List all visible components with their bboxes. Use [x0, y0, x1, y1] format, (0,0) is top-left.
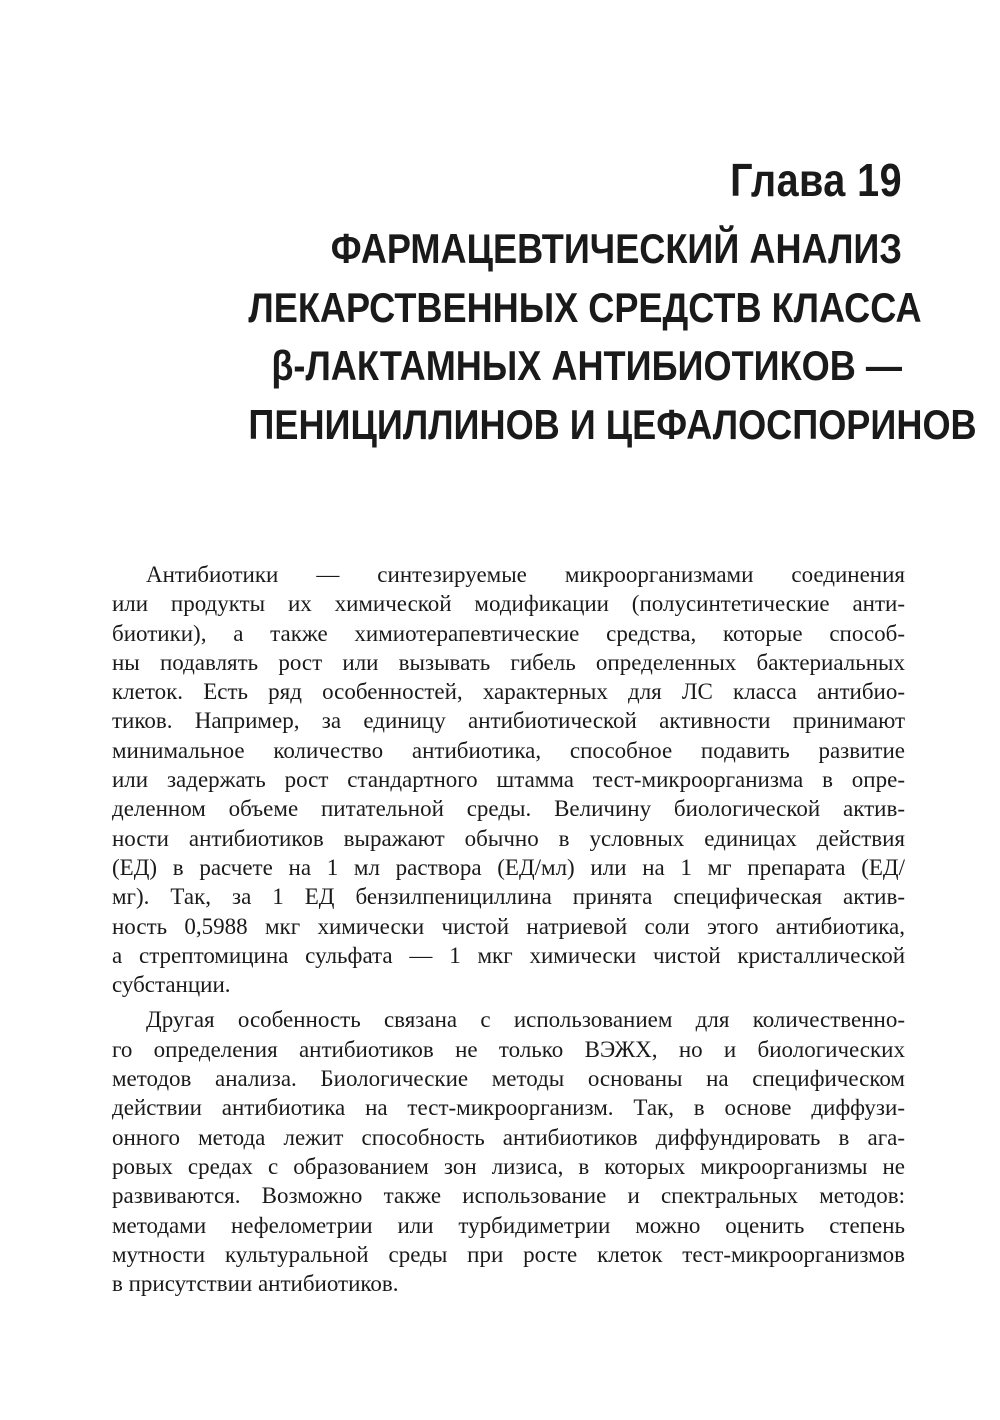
text-line: а стрептомицина сульфата — 1 мкг химически чистой кристаллической — [112, 942, 905, 968]
text-line: ность 0,5988 мкг химически чистой натриевой соли этого антибиотика, — [112, 913, 905, 939]
text-line: в присутствии антибиотиков. — [112, 1271, 399, 1297]
text-line: биотики), а также химиотерапевтические средства, которые способ- — [112, 620, 905, 646]
text-line: ности антибиотиков выражают обычно в условных единицах действия — [112, 825, 905, 851]
text-line: мг). Так, за 1 ЕД бензилпенициллина принята специфическая актив- — [112, 884, 905, 910]
text-line: развиваются. Возможно также использование и спектральных методов: — [112, 1183, 905, 1209]
text-line: субстанции. — [112, 972, 231, 998]
body-text — [112, 560, 905, 1304]
text-line: мутности культуральной среды при росте клеток тест-микроорганизмов — [112, 1241, 905, 1267]
chapter-header — [142, 152, 977, 454]
text-line: тиков. Например, за единицу антибиотической активности принимают — [112, 708, 905, 734]
chapter-title-line: ЛЕКАРСТВЕННЫХ СРЕДСТВ КЛАССА — [248, 283, 922, 331]
chapter-number: Глава 19 — [730, 154, 902, 206]
text-line: ровых средах с образованием зон лизиса, в которых микроорганизмы не — [112, 1153, 905, 1179]
paragraph-2 — [112, 1005, 905, 1298]
text-line: или задержать рост стандартного штамма тест-микроорганизма в опре- — [112, 767, 905, 793]
chapter-title-line: ПЕНИЦИЛЛИНОВ И ЦЕФАЛОСПОРИНОВ — [248, 400, 977, 448]
text-line: клеток. Есть ряд особенностей, характерных для ЛС класса антибио- — [112, 679, 905, 705]
text-line: Другая особенность связана с использованием для количественно- — [146, 1007, 905, 1033]
chapter-title — [142, 220, 977, 454]
text-line: действии антибиотика на тест-микроорганизм. Так, в основе диффузи- — [112, 1095, 905, 1121]
text-line: Антибиотики — синтезируемые микроорганизмами соединения — [146, 562, 905, 587]
text-line: методов анализа. Биологические методы основаны на специфическом — [112, 1066, 905, 1092]
chapter-title-line: β-ЛАКТАМНЫХ АНТИБИОТИКОВ — — [271, 342, 902, 389]
text-line: ны подавлять рост или вызывать гибель определенных бактериальных — [112, 649, 905, 675]
text-line: или продукты их химической модификации (полусинтетические анти- — [112, 591, 905, 617]
chapter-title-line: ФАРМАЦЕВТИЧЕСКИЙ АНАЛИЗ — [330, 225, 902, 272]
text-line: методами нефелометрии или турбидиметрии можно оценить степень — [112, 1212, 905, 1238]
text-line: деленном объеме питательной среды. Величину биологической актив- — [112, 796, 905, 822]
paragraph-1 — [112, 560, 905, 999]
text-line: (ЕД) в расчете на 1 мл раствора (ЕД/мл) или на 1 мг препарата (ЕД/ — [112, 854, 905, 880]
text-line: минимальное количество антибиотика, способное подавить развитие — [112, 737, 905, 763]
text-line: онного метода лежит способность антибиотиков диффундировать в ага- — [112, 1124, 905, 1150]
text-line: го определения антибиотиков не только ВЭЖХ, но и биологических — [112, 1036, 905, 1062]
